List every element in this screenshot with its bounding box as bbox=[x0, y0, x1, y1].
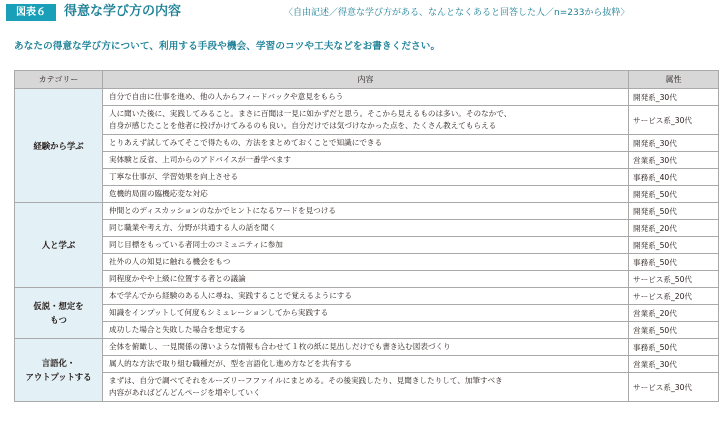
content-cell bbox=[103, 135, 629, 152]
content-text: 実体験と反省、上司からのアドバイスが一番学べます bbox=[109, 155, 292, 164]
table-row bbox=[15, 135, 719, 152]
attribute-cell: サービス系_50代 bbox=[629, 271, 719, 288]
category-cell bbox=[15, 203, 103, 288]
table-body bbox=[15, 89, 719, 402]
content-text: 全体を俯瞰し、一見関係の薄いような情報も合わせて１枚の紙に見出しだけでも書き込む図表づくり bbox=[109, 342, 451, 351]
content-text: 危機的局面の臨機応変な対応 bbox=[109, 189, 208, 198]
category-label: 人と学ぶ bbox=[41, 240, 76, 250]
table-row bbox=[15, 305, 719, 322]
table-row bbox=[15, 89, 719, 106]
figure-subtitle: 〈自由記述／得意な学び方がある、なんとなくあると回答した人／n=233から抜粋〉 bbox=[284, 8, 630, 18]
content-text: 知識をインプットして何度もシミュレーションしてから実践する bbox=[109, 308, 329, 317]
content-text: 同じ職業や考え方、分野が共通する人の話を聞く bbox=[109, 223, 277, 232]
category-label: アウトプットする bbox=[25, 372, 92, 382]
category-label: もつ bbox=[50, 315, 67, 325]
content-text: 属人的な方法で取り組む職種だが、型を言語化し進め方などを共有する bbox=[109, 359, 352, 368]
attribute-cell: サービス系_30代 bbox=[629, 373, 719, 402]
content-cell bbox=[103, 288, 629, 305]
content-cell bbox=[103, 169, 629, 186]
content-text: 同程度かやや上級に位置する者との議論 bbox=[109, 274, 246, 283]
attribute-cell: 営業系_30代 bbox=[629, 152, 719, 169]
content-text: 自身が感じたことを他者に投げかけてみるのも良い。自分だけでは気づけなかった点を、たくさん教えてもらえる bbox=[109, 121, 497, 130]
category-cell bbox=[15, 339, 103, 402]
content-cell bbox=[103, 356, 629, 373]
figure-header bbox=[0, 0, 728, 24]
content-cell bbox=[103, 89, 629, 106]
content-text: 人に聞いた後に、実践してみること。まさに百聞は一見に如かずだと思う。そこから見えるものは多い。そのなかで、 bbox=[109, 109, 512, 118]
content-text: 社外の人の知見に触れる機会をもつ bbox=[109, 257, 231, 266]
table-row bbox=[15, 373, 719, 402]
table-header-row bbox=[15, 71, 719, 89]
category-cell bbox=[15, 288, 103, 339]
table-row bbox=[15, 220, 719, 237]
table-row bbox=[15, 152, 719, 169]
attribute-cell: サービス系_30代 bbox=[629, 106, 719, 135]
header-category: カテゴリー bbox=[15, 71, 103, 89]
attribute-cell: 事務系_50代 bbox=[629, 254, 719, 271]
content-text: まずは、自分で調べてそれをルーズリーフファイルにまとめる。その後実践したり、見聞きしたりして、加筆すべき bbox=[109, 376, 503, 385]
table-row bbox=[15, 203, 719, 220]
header-content: 内容 bbox=[103, 71, 629, 89]
attribute-cell: サービス系_20代 bbox=[629, 288, 719, 305]
content-text: 本で学んでから経験のある人に尋ね、実践することで覚えるようにする bbox=[109, 291, 352, 300]
content-cell bbox=[103, 237, 629, 254]
table-row bbox=[15, 339, 719, 356]
attribute-cell: 開発系_50代 bbox=[629, 203, 719, 220]
category-cell bbox=[15, 89, 103, 203]
attribute-cell: 開発系_30代 bbox=[629, 89, 719, 106]
content-text: 内容があればどんどんページを増やしていく bbox=[109, 388, 261, 397]
attribute-cell: 事務系_50代 bbox=[629, 339, 719, 356]
category-label: 経験から学ぶ bbox=[33, 140, 84, 151]
attribute-cell: 開発系_30代 bbox=[629, 135, 719, 152]
survey-question: あなたの得意な学び方について、利用する手段や機会、学習のコツや工夫などをお書きください。 bbox=[14, 41, 441, 52]
table-row bbox=[15, 186, 719, 203]
content-cell bbox=[103, 220, 629, 237]
content-text: 成功した場合と失敗した場合を想定する bbox=[109, 325, 246, 334]
content-text: 自分で自由に仕事を進め、他の人からフィードバックや意見をもらう bbox=[109, 92, 344, 101]
attribute-cell: 営業系_30代 bbox=[629, 356, 719, 373]
content-cell bbox=[103, 203, 629, 220]
attribute-cell: 営業系_50代 bbox=[629, 322, 719, 339]
attribute-cell: 開発系_20代 bbox=[629, 220, 719, 237]
table-row bbox=[15, 106, 719, 135]
content-cell bbox=[103, 254, 629, 271]
category-label: 言語化・ bbox=[41, 358, 76, 368]
content-cell bbox=[103, 339, 629, 356]
header-attribute: 属性 bbox=[629, 71, 719, 89]
content-cell bbox=[103, 322, 629, 339]
content-cell bbox=[103, 305, 629, 322]
table-row bbox=[15, 169, 719, 186]
content-cell bbox=[103, 373, 629, 402]
content-text: 仲間とのディスカッションのなかでヒントになるワードを見つける bbox=[109, 206, 336, 215]
content-cell bbox=[103, 186, 629, 203]
learning-methods-table bbox=[14, 70, 719, 402]
content-text: 同じ目標をもっている者同士のコミュニティに参加 bbox=[109, 240, 283, 249]
attribute-cell: 開発系_50代 bbox=[629, 186, 719, 203]
table-row bbox=[15, 356, 719, 373]
content-cell bbox=[103, 106, 629, 135]
table-row bbox=[15, 237, 719, 254]
content-text: とりあえず試してみてそこで得たもの、方法をまとめておくことで知識にできる bbox=[109, 138, 383, 147]
attribute-cell: 事務系_40代 bbox=[629, 169, 719, 186]
table-row bbox=[15, 254, 719, 271]
attribute-cell: 営業系_20代 bbox=[629, 305, 719, 322]
table-row bbox=[15, 271, 719, 288]
content-cell bbox=[103, 152, 629, 169]
figure-title: 得意な学び方の内容 bbox=[64, 4, 182, 19]
table-row bbox=[15, 322, 719, 339]
category-label: 仮説・想定を bbox=[33, 301, 84, 311]
content-text: 丁寧な仕事が、学習効果を向上させる bbox=[109, 172, 239, 181]
table-row bbox=[15, 288, 719, 305]
attribute-cell: 開発系_50代 bbox=[629, 237, 719, 254]
content-cell bbox=[103, 271, 629, 288]
figure-badge: 図表６ bbox=[6, 4, 56, 21]
